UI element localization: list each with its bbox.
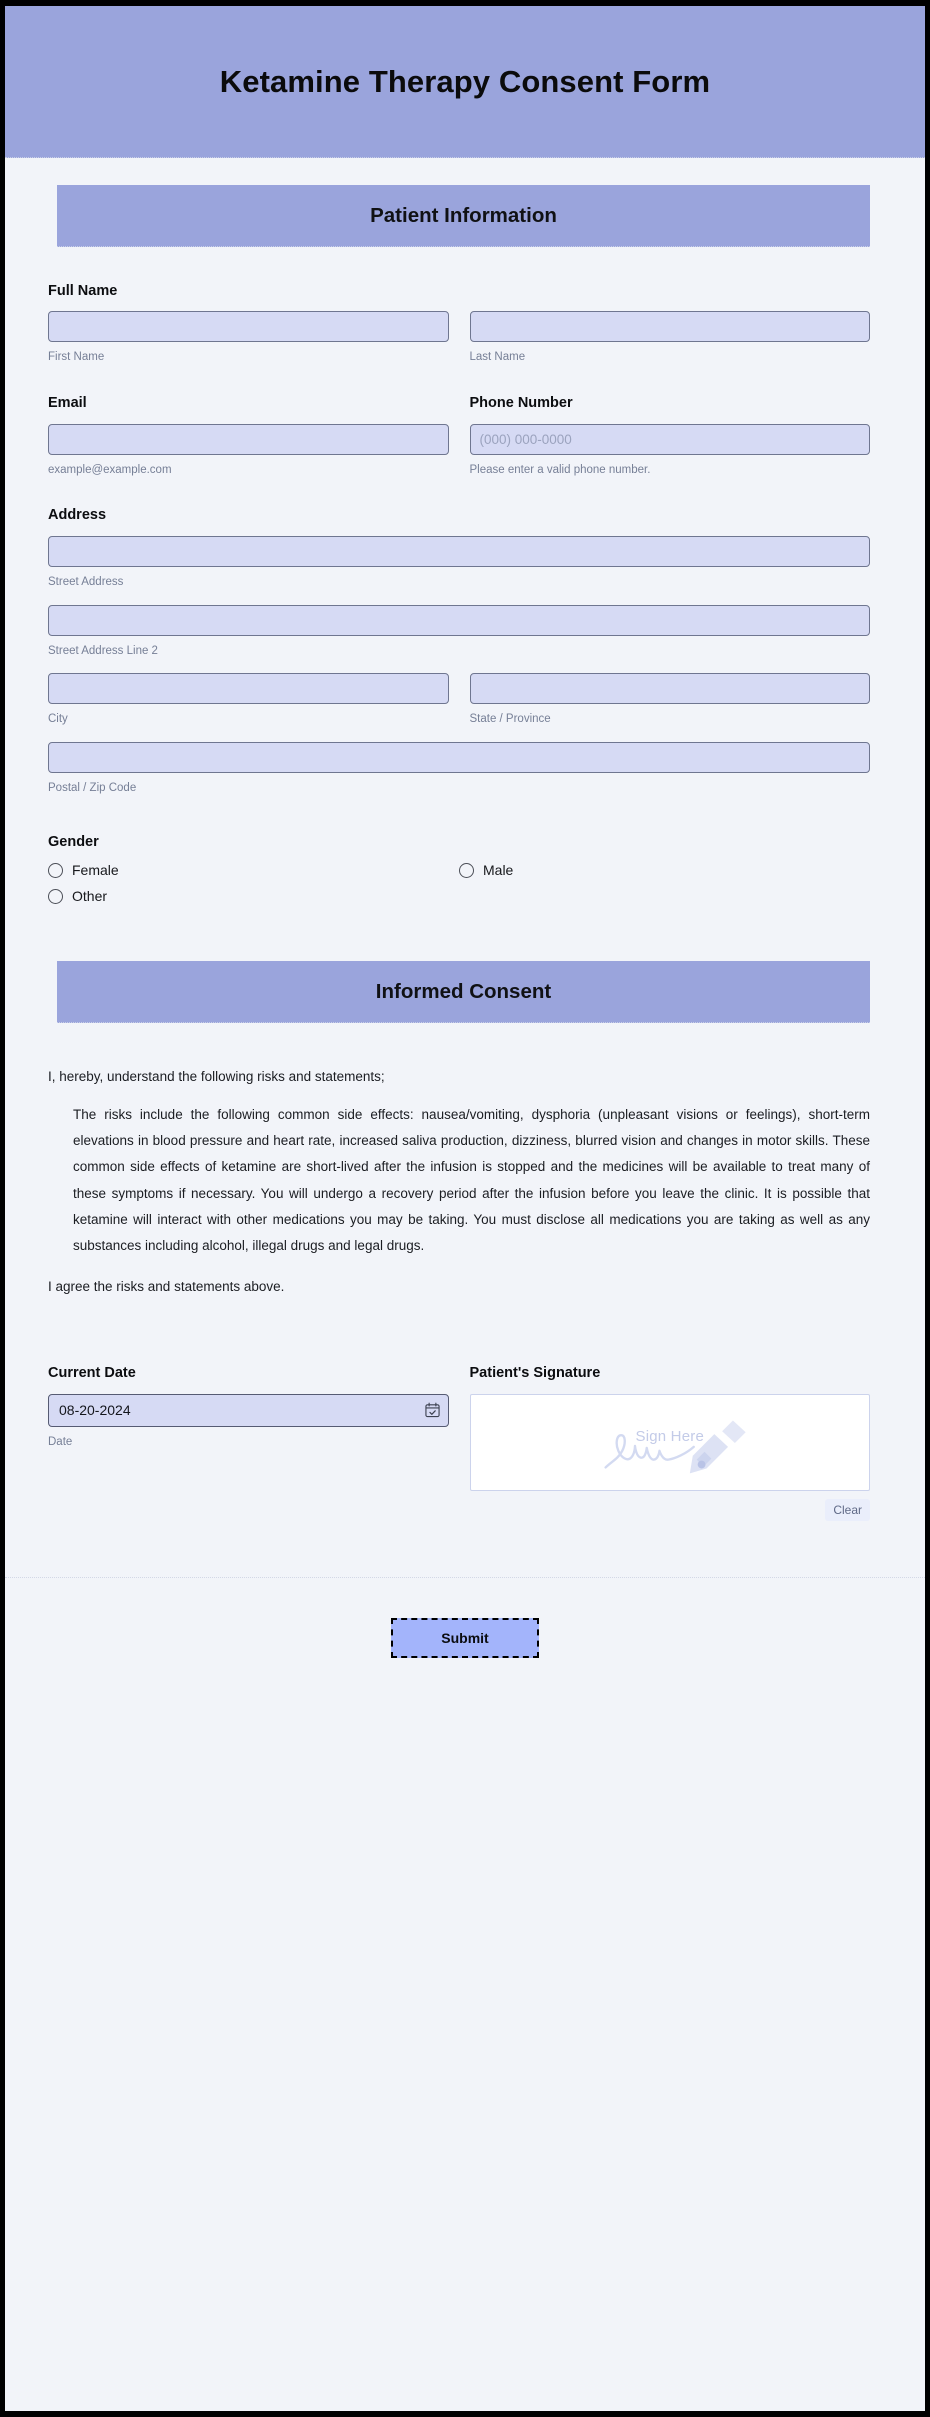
- radio-option-female[interactable]: [48, 862, 459, 878]
- radio-option-other[interactable]: [48, 888, 459, 904]
- email-input[interactable]: [48, 424, 449, 455]
- date-signature-row: [5, 1294, 925, 1520]
- section-header-informed-consent: [57, 961, 870, 1023]
- sub-label-city: City: [48, 713, 68, 726]
- signature-pad[interactable]: [470, 1394, 871, 1491]
- submit-button[interactable]: Submit: [391, 1618, 539, 1658]
- street-address-line2-input[interactable]: [48, 605, 870, 636]
- sub-label-last-name: Last Name: [469, 351, 526, 364]
- field-full-name: [48, 247, 870, 365]
- patient-information-fields: [5, 247, 925, 908]
- sub-label-postal-zip: Postal / Zip Code: [48, 782, 137, 795]
- consent-agreement-text: I agree the risks and statements above.: [48, 1279, 285, 1295]
- address-street-group: [48, 536, 870, 590]
- sub-label-street-address-line2: Street Address Line 2: [48, 644, 158, 657]
- street-address-input[interactable]: [48, 536, 870, 567]
- last-name-input[interactable]: [470, 311, 871, 342]
- first-name-input[interactable]: [48, 311, 449, 342]
- signature-placeholder-text: Sign Here: [635, 1427, 704, 1445]
- postal-zip-input[interactable]: [48, 742, 870, 773]
- section-header-patient-information: [57, 185, 870, 247]
- field-gender: [48, 796, 870, 908]
- page-title: Ketamine Therapy Consent Form: [219, 63, 711, 99]
- phone-input[interactable]: [470, 424, 871, 455]
- field-address: [48, 477, 870, 796]
- sub-label-phone: Please enter a valid phone number.: [469, 463, 651, 476]
- field-label-phone: Phone Number: [469, 395, 573, 412]
- sub-label-state-province: State / Province: [469, 713, 551, 726]
- sub-label-street-address: Street Address: [48, 575, 124, 588]
- consent-risks-paragraph: The risks include the following common side effects: nausea/vomiting, dysphoria (unpleasant visions or feelings), short-term elevations in blood pressure and heart rate, increased saliva production, dizziness, blurred vision and changes in motor skills. These common side effects of ketamine are short-lived after the infusion is stopped and the medicines will be available to treat many of these symptoms if necessary. You will undergo a recovery period after the infusion before you leave the clinic. It is possible that ketamine will interact with other medications you may be taking. You must disclose all medications you are taking as well as any substances including alcohol, illegal drugs and legal drugs.: [73, 1106, 870, 1254]
- clear-signature-button[interactable]: Clear: [825, 1499, 870, 1521]
- current-date-input[interactable]: [48, 1394, 449, 1427]
- radio-label-other: Other: [72, 888, 108, 905]
- field-label-gender: Gender: [48, 833, 99, 850]
- section-title: Patient Information: [370, 203, 557, 227]
- radio-option-male[interactable]: [459, 862, 870, 878]
- address-postal-group: [48, 742, 870, 796]
- city-input[interactable]: [48, 673, 449, 704]
- radio-circle-icon: [48, 863, 63, 878]
- state-province-input[interactable]: [470, 673, 871, 704]
- section-title: Informed Consent: [375, 979, 552, 1003]
- field-email-phone: [48, 365, 870, 477]
- field-current-date: [48, 1365, 449, 1520]
- sub-label-email: example@example.com: [48, 463, 172, 476]
- consent-intro-text: I, hereby, understand the following risks and statements;: [48, 1069, 385, 1085]
- sub-label-date: Date: [48, 1435, 73, 1448]
- form-banner: [5, 6, 925, 158]
- address-city-state-group: [48, 673, 870, 727]
- field-label-full-name: Full Name: [48, 283, 118, 299]
- submit-area: [5, 1578, 925, 1710]
- radio-circle-icon: [459, 863, 474, 878]
- field-patient-signature: [470, 1365, 871, 1520]
- field-label-current-date: Current Date: [48, 1365, 136, 1382]
- radio-label-female: Female: [72, 862, 119, 879]
- radio-label-male: Male: [483, 862, 514, 879]
- address-street2-group: [48, 605, 870, 659]
- radio-circle-icon: [48, 889, 63, 904]
- field-label-address: Address: [48, 507, 107, 524]
- informed-consent-content: [5, 1023, 925, 1294]
- field-label-email: Email: [48, 395, 87, 412]
- sub-label-first-name: First Name: [48, 351, 105, 364]
- field-label-signature: Patient's Signature: [469, 1365, 601, 1382]
